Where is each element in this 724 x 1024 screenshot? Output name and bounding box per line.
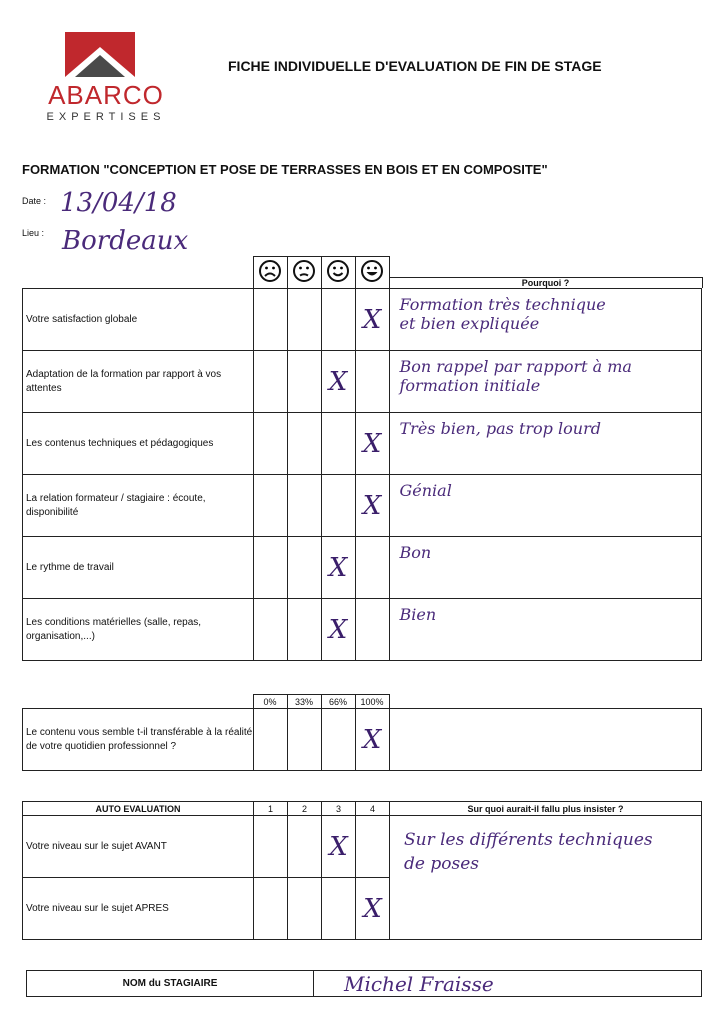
table-row xyxy=(23,599,702,661)
date-value: 13/04/18 xyxy=(60,188,177,218)
table-row xyxy=(23,413,702,475)
satisfaction-table xyxy=(22,256,702,661)
comment-line1: Bon xyxy=(399,543,432,562)
rating-cell[interactable] xyxy=(287,537,321,599)
rating-cell[interactable] xyxy=(287,599,321,661)
rating-cell[interactable] xyxy=(321,289,355,351)
auto-label-avant: Votre niveau sur le sujet AVANT xyxy=(23,816,254,878)
transfer-cell[interactable] xyxy=(321,709,355,771)
stagiaire-table xyxy=(26,970,702,997)
check-mark: X xyxy=(329,831,348,862)
comment-line1: Bon rappel par rapport à ma xyxy=(399,357,632,376)
rating-cell[interactable] xyxy=(355,351,389,413)
criterion-label: Adaptation de la formation par rapport à vos attentes xyxy=(23,351,254,413)
table-row xyxy=(23,351,702,413)
criterion-label: Les contenus techniques et pédagogiques xyxy=(23,413,254,475)
insist-header: Sur quoi aurait-il fallu plus insister ? xyxy=(390,802,702,816)
formation-title: FORMATION "CONCEPTION ET POSE DE TERRASSES EN BOIS ET EN COMPOSITE" xyxy=(22,162,548,177)
level-header-4: 4 xyxy=(356,802,390,816)
transfer-cell[interactable] xyxy=(253,709,287,771)
check-mark: X xyxy=(362,428,382,459)
rating-cell[interactable] xyxy=(321,537,355,599)
logo-name: ABARCO xyxy=(48,80,164,110)
date-label: Date : xyxy=(22,196,47,206)
insist-comment-cell[interactable] xyxy=(390,816,702,940)
table-row xyxy=(23,289,702,351)
level-header-3: 3 xyxy=(322,802,356,816)
stagiaire-name-cell[interactable] xyxy=(314,971,702,997)
insist-comment-line2: de poses xyxy=(404,854,479,874)
lieu-value: Bordeaux xyxy=(62,226,189,256)
pourquoi-cell[interactable] xyxy=(389,475,702,537)
table-row xyxy=(23,537,702,599)
rating-cell[interactable] xyxy=(253,475,287,537)
table-row xyxy=(23,475,702,537)
very-happy-face-icon xyxy=(360,259,384,283)
very-sad-face-icon xyxy=(258,259,282,283)
rating-cell[interactable] xyxy=(287,413,321,475)
comment-line2: et bien expliquée xyxy=(399,314,540,333)
check-mark: X xyxy=(362,490,382,521)
transfer-header-33: 33% xyxy=(287,695,321,709)
pourquoi-cell[interactable] xyxy=(389,413,702,475)
transfer-label: Le contenu vous semble t-il transférable à la réalité de votre quotidien professionnel ? xyxy=(23,709,254,771)
table-row xyxy=(23,709,702,771)
rating-cell[interactable] xyxy=(321,599,355,661)
transfer-header-100: 100% xyxy=(355,695,389,709)
level-cell[interactable] xyxy=(254,816,288,878)
rating-cell[interactable] xyxy=(253,537,287,599)
check-mark: X xyxy=(363,893,382,924)
comment-line1: Génial xyxy=(399,481,452,500)
level-cell[interactable] xyxy=(322,878,356,940)
level-cell[interactable] xyxy=(356,816,390,878)
transfer-header-66: 66% xyxy=(321,695,355,709)
transfer-cell[interactable] xyxy=(355,709,389,771)
rating-cell[interactable] xyxy=(355,413,389,475)
level-cell[interactable] xyxy=(254,878,288,940)
auto-header: AUTO EVALUATION xyxy=(23,802,254,816)
rating-cell[interactable] xyxy=(355,599,389,661)
rating-cell[interactable] xyxy=(321,475,355,537)
check-mark: X xyxy=(328,552,348,583)
transfer-header-0: 0% xyxy=(253,695,287,709)
rating-cell[interactable] xyxy=(253,351,287,413)
criterion-label: Votre satisfaction globale xyxy=(23,289,254,351)
rating-cell[interactable] xyxy=(253,289,287,351)
level-header-2: 2 xyxy=(288,802,322,816)
stagiaire-name: Michel Fraisse xyxy=(344,971,494,996)
level-cell[interactable] xyxy=(288,816,322,878)
transfer-table xyxy=(22,694,702,771)
comment-line1: Très bien, pas trop lourd xyxy=(399,419,601,438)
comment-line2: formation initiale xyxy=(399,376,541,395)
pourquoi-cell[interactable] xyxy=(389,599,702,661)
transfer-cell[interactable] xyxy=(287,709,321,771)
criterion-label: Les conditions matérielles (salle, repas, organisation,...) xyxy=(23,599,254,661)
insist-comment-line1: Sur les différents techniques xyxy=(404,830,653,850)
level-cell[interactable] xyxy=(356,878,390,940)
level-cell[interactable] xyxy=(288,878,322,940)
table-row xyxy=(23,816,702,878)
rating-cell[interactable] xyxy=(287,289,321,351)
check-mark: X xyxy=(362,304,382,335)
lieu-label: Lieu : xyxy=(22,228,45,238)
rating-cell[interactable] xyxy=(287,351,321,413)
level-header-1: 1 xyxy=(254,802,288,816)
auto-label-apres: Votre niveau sur le sujet APRES xyxy=(23,878,254,940)
pourquoi-cell[interactable] xyxy=(389,537,702,599)
pourquoi-header: Pourquoi ? xyxy=(389,277,703,288)
pourquoi-cell[interactable] xyxy=(389,351,702,413)
stagiaire-label: NOM du STAGIAIRE xyxy=(27,971,314,997)
check-mark: X xyxy=(328,366,348,397)
happy-face-icon xyxy=(326,259,350,283)
rating-cell[interactable] xyxy=(253,599,287,661)
check-mark: X xyxy=(328,614,348,645)
logo-subtitle: EXPERTISES xyxy=(46,111,166,123)
criterion-label: La relation formateur / stagiaire : écoute, disponibilité xyxy=(23,475,254,537)
page-title: FICHE INDIVIDUELLE D'EVALUATION DE FIN DE STAGE xyxy=(228,58,602,74)
check-mark: X xyxy=(362,724,382,755)
pourquoi-cell[interactable] xyxy=(389,289,702,351)
comment-line1: Formation très technique xyxy=(399,295,606,314)
criterion-label: Le rythme de travail xyxy=(23,537,254,599)
auto-evaluation-table xyxy=(22,801,702,940)
level-cell[interactable] xyxy=(322,816,356,878)
comment-line1: Bien xyxy=(399,605,437,624)
rating-cell[interactable] xyxy=(355,537,389,599)
rating-cell[interactable] xyxy=(355,475,389,537)
sad-face-icon xyxy=(292,259,316,283)
rating-cell[interactable] xyxy=(253,413,287,475)
rating-cell[interactable] xyxy=(321,413,355,475)
rating-cell[interactable] xyxy=(355,289,389,351)
rating-cell[interactable] xyxy=(321,351,355,413)
rating-cell[interactable] xyxy=(287,475,321,537)
